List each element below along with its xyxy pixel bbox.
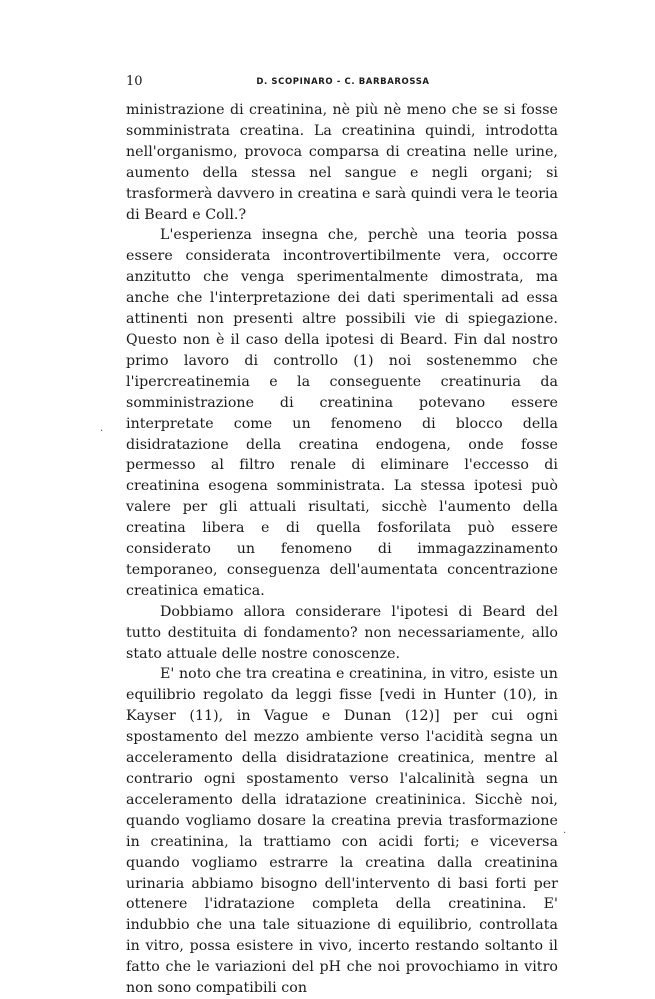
paragraph: Dobbiamo allora considerare l'ipotesi di Beard del tutto destituita di fondamento? non necessariamente, allo stato attuale delle nostre conoscenze. [126,603,558,662]
running-head: D. SCOPINARO - C. BARBAROSSA [256,77,430,87]
scan-speck: · [563,828,567,839]
paragraph: L'esperienza insegna che, perchè una teoria possa essere considerata incontrovertibilmente vera, occorre anzitutto che venga sperimentalmente dimostrata, ma anche che l'interpretazione dei dati sperimentali ad essa attinenti non presenti altre possibili vie di spiegazione. Questo non è il caso della ipotesi di Beard. Fin dal nostro primo lavoro di controllo (1) noi sostenemmo che l'ipercreatinemia e la conseguente creatinuria da somministrazione di creatinina potevano essere interpretate come un fenomeno di blocco della disidratazione della creatina endogena, onde fosse permesso al filtro renale di eliminare l'eccesso di creatinina esogena somministrata. La stessa ipotesi può valere per gli attuali risultati, sicchè l'aumento della creatina libera e di quella fosforilata può essere considerato un fenomeno di immagazzinamento temporaneo, conseguenza dell'aumentata concentrazione creatinica ematica. [126,227,558,599]
body-text [126,100,558,999]
paragraph: E' noto che tra creatina e creatinina, in vitro, esiste un equilibrio regolato da leggi fisse [vedi in Hunter (10), in Kayser (11), in Vague e Dunan (12)] per cui ogni spostamento del mezzo ambiente verso l'acidità segna un acceleramento della disidratazione creatinica, mentre al contrario ogni spostamento verso l'alcalinità segna un acceleramento della idratazione creatininica. Sicchè noi, quando vogliamo dosare la creatina previa trasformazione in creatinina, la trattiamo con acidi forti; e viceversa quando vogliamo estrarre la creatina dalla creatinina urinaria abbiamo bisogno dell'intervento di basi forti per ottenere l'idratazione completa della creatinina. E' indubbio che una tale situazione di equilibrio, controllata in vitro, possa esistere in vivo, incerto restando soltanto il fatto che le variazioni del pH che noi provochiamo in vitro non sono compatibili con [126,666,558,997]
page-header [126,74,560,96]
scan-speck: · [100,426,104,437]
page-number: 10 [126,74,143,89]
paragraph: ministrazione di creatinina, nè più nè meno che se si fosse somministrata creatina. La creatinina quindi, introdotta nell'organismo, provoca comparsa di creatina nelle urine, aumento della stessa nel sangue e negli organi; si trasformerà davvero in creatina e sarà quindi vera le teoria di Beard e Coll.? [126,102,558,223]
